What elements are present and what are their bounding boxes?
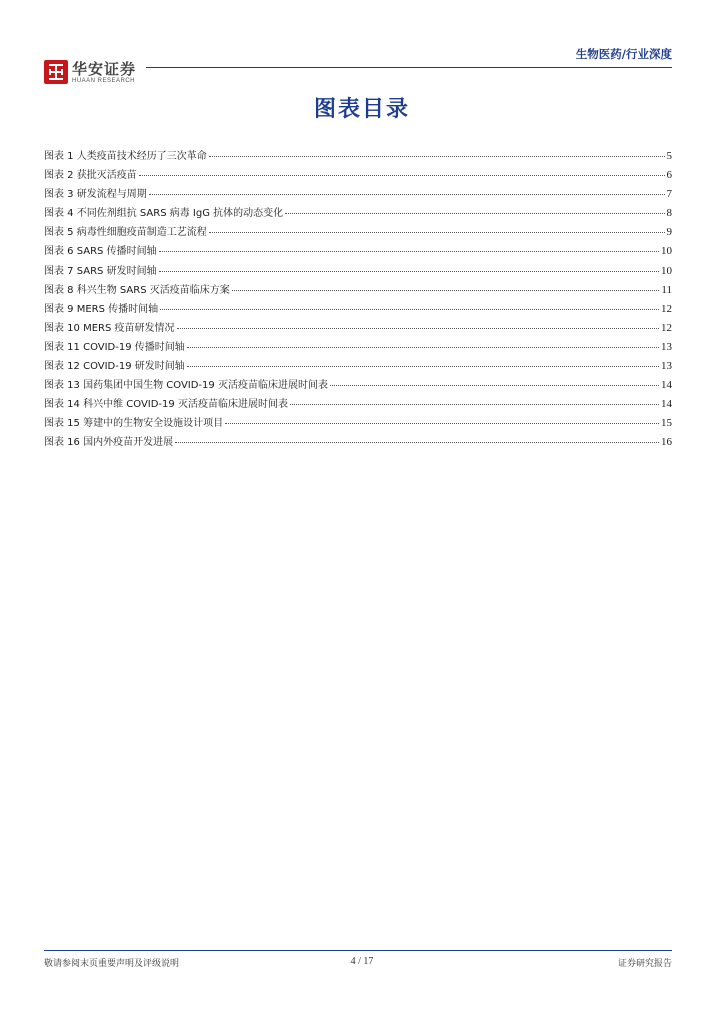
toc-entry-page: 16 bbox=[661, 436, 672, 449]
toc-entry-page: 10 bbox=[661, 264, 672, 277]
toc-leader-dots bbox=[159, 251, 659, 252]
toc-leader-dots bbox=[209, 232, 665, 233]
toc-entry[interactable] bbox=[44, 338, 672, 357]
toc-leader-dots bbox=[177, 328, 659, 329]
toc-entry-page: 12 bbox=[661, 302, 672, 315]
toc-entry[interactable] bbox=[44, 166, 672, 185]
toc-entry-label: 图表 1 人类疫苗技术经历了三次革命 bbox=[44, 151, 207, 162]
toc-entry-label: 图表 3 研发流程与周期 bbox=[44, 189, 147, 201]
toc-entry[interactable] bbox=[44, 147, 672, 166]
logo-text: 华安证券 bbox=[72, 60, 137, 78]
toc-entry-label: 图表 8 科兴生物 SARS 灭活疫苗临床方案 bbox=[44, 284, 230, 296]
toc-leader-dots bbox=[209, 156, 665, 157]
toc-entry-label: 图表 10 MERS 疫苗研发情况 bbox=[44, 322, 175, 334]
toc-leader-dots bbox=[160, 309, 659, 310]
toc-leader-dots bbox=[330, 385, 659, 386]
footer-report-type: 证券研究报告 bbox=[617, 959, 672, 969]
toc-entry-label: 图表 16 国内外疫苗开发进展 bbox=[44, 437, 174, 449]
toc-entry-page: 14 bbox=[661, 398, 672, 411]
toc-entry-label: 图表 2 获批灭活疫苗 bbox=[44, 170, 137, 182]
toc-entry-label: 图表 15 筹建中的生物安全设施设计项目 bbox=[44, 418, 224, 430]
toc-leader-dots bbox=[159, 271, 659, 272]
toc-entry[interactable] bbox=[44, 223, 672, 242]
table-of-figures bbox=[44, 147, 672, 453]
footer-disclaimer: 敬请参阅末页重要声明及评级说明 bbox=[44, 959, 180, 969]
toc-entry-page: 14 bbox=[661, 379, 672, 392]
toc-entry-label: 图表 5 病毒性细胞疫苗制造工艺流程 bbox=[44, 227, 207, 239]
toc-entry[interactable] bbox=[44, 414, 672, 433]
toc-leader-dots bbox=[290, 404, 659, 405]
toc-entry-page: 6 bbox=[666, 169, 672, 182]
report-category: 生物医药/行业深度 bbox=[575, 47, 672, 61]
toc-entry-page: 12 bbox=[661, 321, 672, 334]
toc-entry-page: 11 bbox=[661, 283, 672, 296]
toc-entry[interactable] bbox=[44, 376, 672, 395]
toc-leader-dots bbox=[232, 290, 660, 291]
toc-leader-dots bbox=[285, 213, 664, 214]
toc-entry-label: 图表 6 SARS 传播时间轴 bbox=[44, 246, 157, 258]
toc-entry-label: 图表 12 COVID-19 研发时间轴 bbox=[44, 361, 185, 373]
toc-entry-page: 10 bbox=[661, 245, 672, 258]
toc-entry-label: 图表 13 国药集团中国生物 COVID-19 灭活疫苗临床进展时间表 bbox=[44, 380, 328, 392]
toc-entry-page: 8 bbox=[666, 207, 672, 220]
toc-entry-label: 图表 11 COVID-19 传播时间轴 bbox=[44, 341, 185, 353]
toc-entry[interactable] bbox=[44, 300, 672, 319]
toc-entry-page: 13 bbox=[661, 340, 672, 353]
toc-leader-dots bbox=[187, 347, 659, 348]
page-number: 4 / 17 bbox=[350, 956, 374, 967]
toc-entry[interactable] bbox=[44, 395, 672, 414]
toc-entry-label: 图表 4 不同佐剂组抗 SARS 病毒 IgG 抗体的动态变化 bbox=[44, 208, 284, 220]
toc-entry-page: 13 bbox=[661, 360, 672, 373]
toc-entry[interactable] bbox=[44, 357, 672, 376]
toc-leader-dots bbox=[139, 175, 665, 176]
toc-entry-page: 5 bbox=[666, 150, 672, 162]
toc-leader-dots bbox=[187, 366, 659, 367]
toc-leader-dots bbox=[175, 442, 659, 443]
toc-entry-label: 图表 9 MERS 传播时间轴 bbox=[44, 303, 159, 315]
toc-entry-page: 7 bbox=[666, 188, 672, 201]
huaan-logo-icon bbox=[44, 60, 68, 84]
toc-leader-dots bbox=[225, 423, 659, 424]
toc-entry-page: 9 bbox=[666, 226, 672, 239]
toc-entry[interactable] bbox=[44, 204, 672, 223]
toc-leader-dots bbox=[149, 194, 665, 195]
logo-subtext: HUAAN RESEARCH bbox=[72, 78, 136, 84]
toc-entry[interactable] bbox=[44, 433, 672, 452]
footer-divider bbox=[44, 950, 672, 951]
page-title: 图表目录 bbox=[313, 97, 410, 122]
toc-entry[interactable] bbox=[44, 242, 672, 261]
header-divider bbox=[146, 67, 672, 68]
toc-entry-page: 15 bbox=[661, 417, 672, 430]
toc-entry[interactable] bbox=[44, 262, 672, 281]
toc-entry-label: 图表 14 科兴中维 COVID-19 灭活疫苗临床进展时间表 bbox=[44, 399, 288, 411]
toc-entry[interactable] bbox=[44, 319, 672, 338]
toc-entry-label: 图表 7 SARS 研发时间轴 bbox=[44, 265, 157, 277]
toc-entry[interactable] bbox=[44, 185, 672, 204]
toc-entry[interactable] bbox=[44, 281, 672, 300]
